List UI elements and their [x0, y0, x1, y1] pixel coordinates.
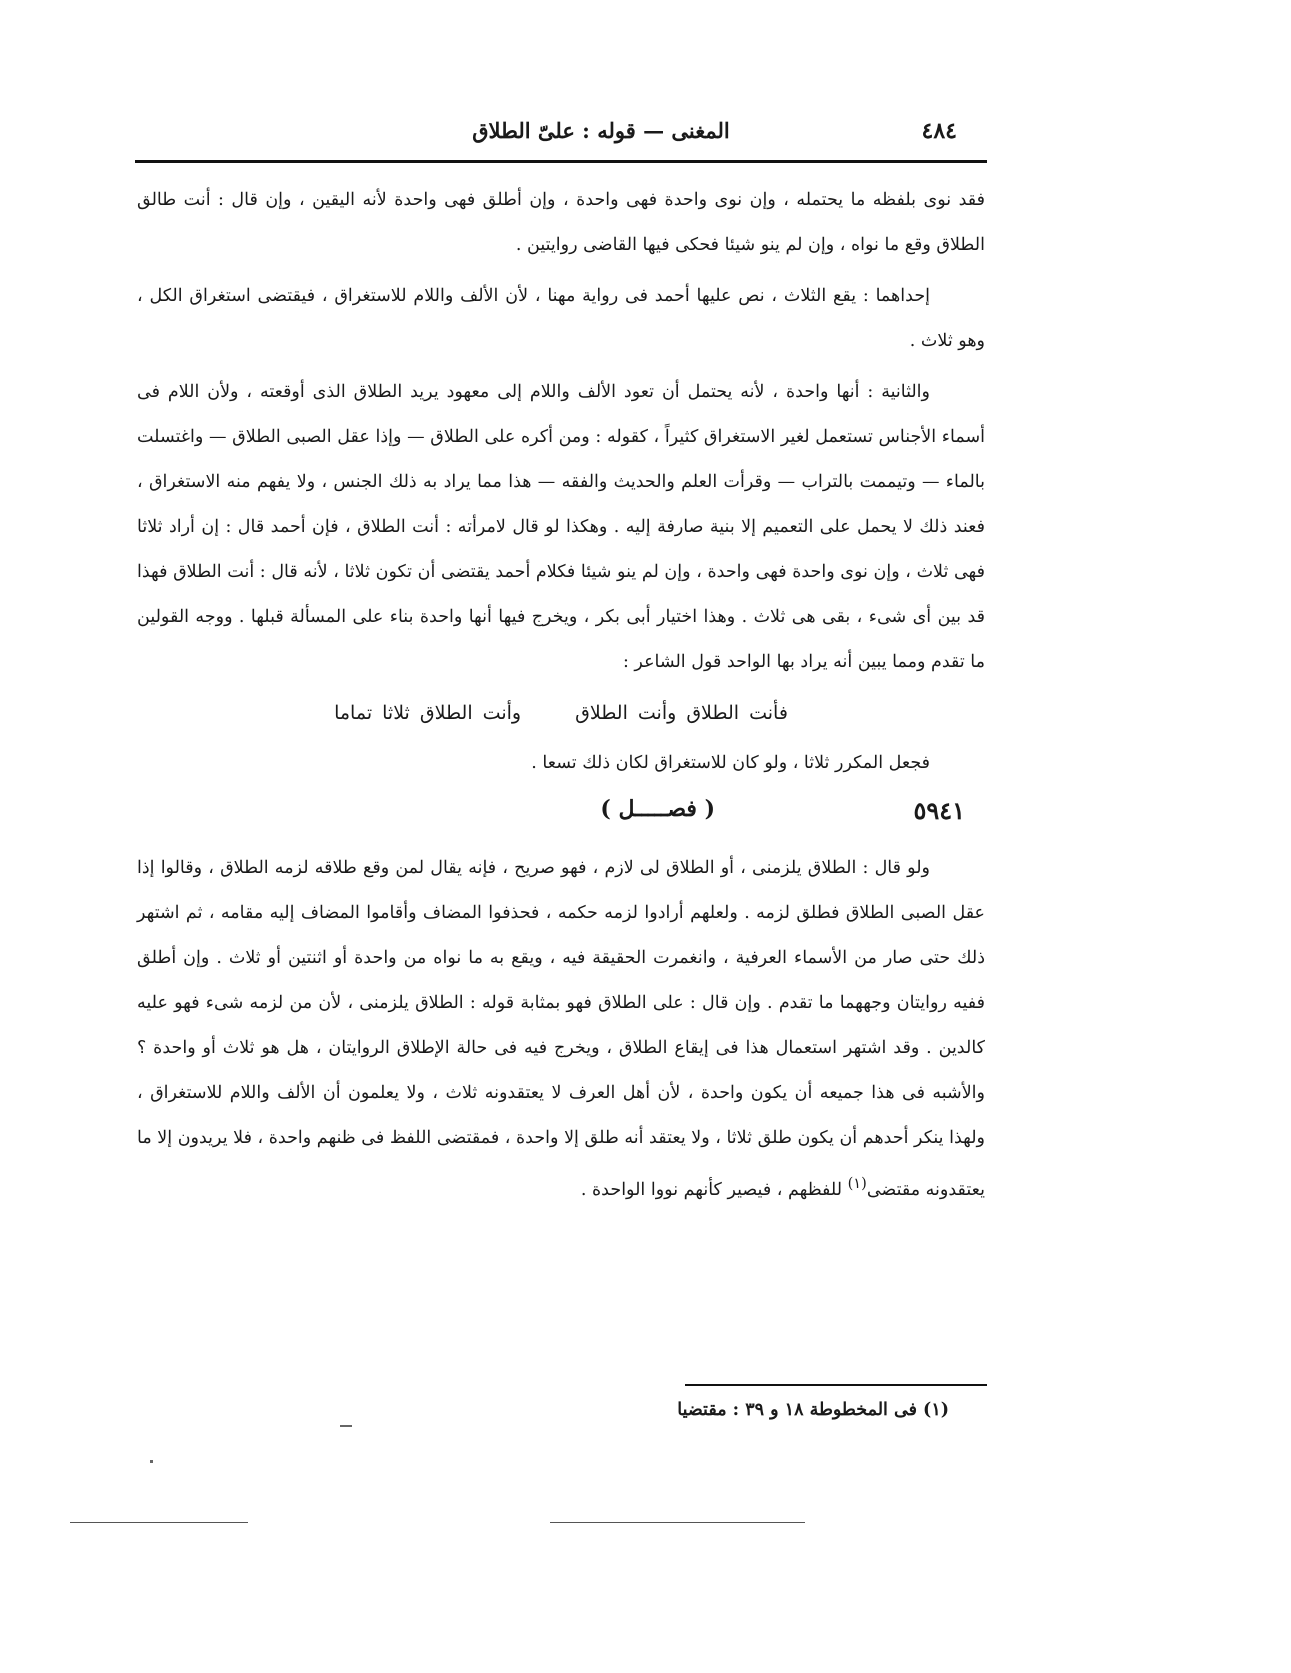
body-text	[137, 178, 985, 1213]
paragraph: فقد نوى بلفظه ما يحتمله ، وإن نوى واحدة فهى واحدة ، وإن أطلق فهى واحدة لأنه اليقين ، وإن قال : أنت طالق الطلاق وقع ما نواه ، وإن لم ينو شيئا فحكى فيها القاضى روايتين .	[137, 190, 985, 255]
poetry-verse	[137, 685, 985, 741]
section-heading	[137, 788, 985, 846]
paragraph: إحداهما : يقع الثلاث ، نص عليها أحمد فى رواية مهنا ، لأن الألف واللام للاستغراق ، فيقتضى استغراق الكل ، وهو ثلاث .	[137, 286, 985, 351]
section-paragraph-end: للفظهم ، فيصير كأنهم نووا الواحدة .	[580, 1179, 843, 1200]
running-title: المغنى — قوله : علىّ الطلاق	[472, 118, 730, 143]
page-number: ٤٨٤	[921, 118, 957, 144]
section-paragraph	[137, 846, 985, 1213]
verse-hemistich-second: وأنت الطلاق ثلاثا تماما	[334, 702, 522, 724]
page-header	[135, 118, 987, 160]
verse-hemistich-first: فأنت الطلاق وأنت الطلاق	[575, 702, 788, 724]
header-rule	[135, 160, 987, 163]
scan-artifact-line	[70, 1522, 248, 1523]
paragraph-after-verse: فجعل المكرر ثلاثا ، ولو كان للاستغراق لكان ذلك تسعا .	[531, 753, 930, 773]
footnote: (١) فى المخطوطة ١٨ و ٣٩ : مقتضيا	[677, 1400, 949, 1420]
section-number: ٥٩٤١	[913, 796, 965, 825]
footnote-rule	[685, 1384, 987, 1386]
section-paragraph-text: ولو قال : الطلاق يلزمنى ، أو الطلاق لى لازم ، فهو صريح ، فإنه يقال لمن وقع طلاقه لزمه الطلاق ، وقالوا إذا عقل الصبى الطلاق فطلق لزمه . ولعلهم أرادوا لزمه حكمه ، فحذفوا المضاف وأقاموا المضاف إليه مقامه ، ثم اشتهر ذلك حتى صار من الأسماء العرفية ، وانغمرت الحقيقة فيه ، ويقع به ما نواه من واحدة أو اثنتين أو ثلاث . وإن أطلق ففيه روايتان وجههما ما تقدم . وإن قال : على الطلاق فهو بمثابة قوله : الطلاق يلزمنى ، لأن من لزمه شىء فهو عليه كالدين . وقد اشتهر استعمال هذا فى إيقاع الطلاق ، ويخرج فيه فى حالة الإطلاق الروايتان ، هل هو ثلاث أو واحدة ؟ والأشبه فى هذا جميعه أن يكون واحدة ، لأن أهل العرف لا يعتقدونه ثلاث ، ولا يعلمون أن الألف واللام للاستغراق ، ولهذا ينكر أحدهم أن يكون طلق ثلاثا ، ولا يعتقد أنه طلق إلا واحدة ، فمقتضى اللفظ فى ظنهم واحدة ، فلا يريدون إلا ما يعتقدونه مقتضى	[137, 858, 985, 1200]
scan-artifact	[150, 1460, 153, 1463]
scan-artifact-line	[550, 1522, 805, 1523]
paragraph: والثانية : أنها واحدة ، لأنه يحتمل أن تعود الألف واللام إلى معهود يريد الطلاق الذى أوقعته ، ولأن اللام فى أسماء الأجناس تستعمل لغير الاستغراق كثيراً ، كقوله : ومن أكره على الطلاق — وإذا عقل الصبى الطلاق — واغتسلت بالماء — وتيممت بالتراب — وقرأت العلم والحديث والفقه — هذا مما يراد به ذلك الجنس ، ولا يفهم منه الاستغراق ، فعند ذلك لا يحمل على التعميم إلا بنية صارفة إليه . وهكذا لو قال لامرأته : أنت الطلاق ، فإن أحمد قال : إن أراد ثلاثا فهى ثلاث ، وإن نوى واحدة فهى واحدة ، وإن لم ينو شيئا فكلام أحمد يقتضى أن تكون ثلاثا ، لأنه قال : أنت الطلاق فهذا قد بين أى شىء ، بقى هى ثلاث . وهذا اختيار أبى بكر ، ويخرج فيها أنها واحدة بناء على المسألة قبلها . ووجه القولين ما تقدم ومما يبين أنه يراد بها الواحد قول الشاعر :	[137, 382, 985, 672]
section-title: ( فصـــــل )	[600, 796, 715, 822]
footnote-reference[interactable]: (١)	[847, 1175, 867, 1192]
scan-artifact	[340, 1425, 352, 1427]
